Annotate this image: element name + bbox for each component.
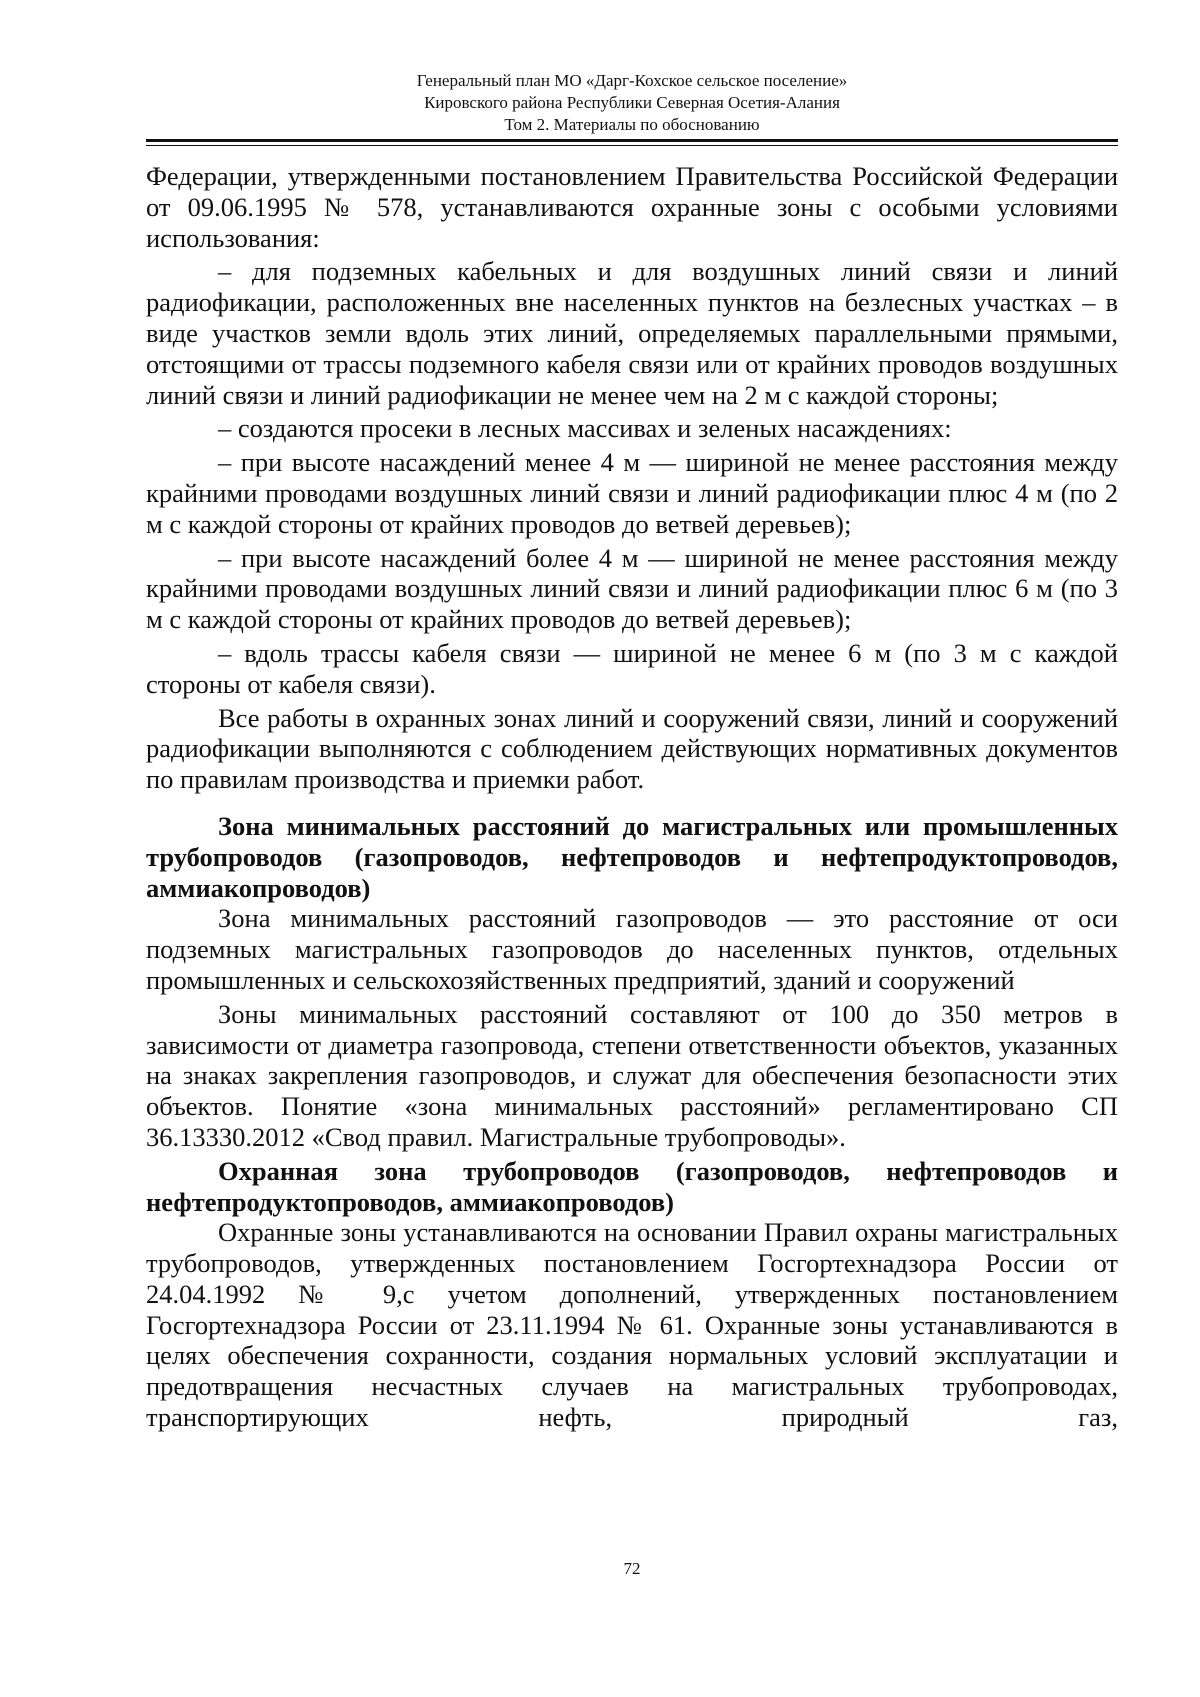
- paragraph-5: – при высоте насаждений более 4 м — шириной не менее расстояния между крайними проводами воздушных линий связи и линий радиофикации плюс 6 м (по 3 м с каждой стороны от крайних проводов до ветвей деревьев);: [146, 542, 1118, 635]
- page-number: 72: [623, 1559, 641, 1578]
- paragraph-3: – создаются просеки в лесных массивах и зеленых насаждениях:: [218, 413, 952, 444]
- header-line-3: Том 2. Материалы по обоснованию: [504, 115, 760, 134]
- paragraph-1: Федерации, утвержденными постановлением Правительства Российской Федерации от 09.06.1995 № 578, устанавливаются охранные зоны с особыми условиями использования:: [146, 161, 1118, 253]
- paragraph-7: Все работы в охранных зонах линий и сооружений связи, линий и сооружений радиофикации выполняются с соблюдением действующих нормативных документов по правилам производства и приемки работ.: [146, 702, 1118, 795]
- header-rule-thick: [146, 139, 1118, 142]
- heading-min-distance-zone: Зона минимальных расстояний до магистральных или промышленных трубопроводов (газопроводов, нефтепроводов и нефтепродуктопроводов, аммиакопроводов): [146, 810, 1118, 903]
- paragraph-2: – для подземных кабельных и для воздушных линий связи и линий радиофикации, расположенных вне населенных пунктов на безлесных участках – в виде участков земли вдоль этих линий, определяемых параллельными прямыми, отстоящими от трассы подземного кабеля связи или от крайних проводов воздушных линий связи и линий радиофикации не менее чем на 2 м с каждой стороны;: [146, 256, 1118, 410]
- header-rule-thin: [146, 145, 1118, 146]
- header-line-2: Кировского района Республики Северная Осетия-Алания: [424, 93, 840, 112]
- paragraph-10: Охранные зоны устанавливаются на основании Правил охраны магистральных трубопроводов, утвержденных постановлением Госгортехнадзора России от 24.04.1992 № 9,с учетом дополнений, утвержденных постановлением Госгортехнадзора России от 23.11.1994 № 61. Охранные зоны устанавливаются в целях обеспечения сохранности, создания нормальных условий эксплуатации и предотвращения несчастных случаев на магистральных трубопроводах, транспортирующих нефть, природный газ,: [146, 1217, 1118, 1433]
- heading-pipeline-protection-zone: Охранная зона трубопроводов (газопроводов, нефтепроводов и нефтепродуктопроводов, аммиакопроводов): [146, 1155, 1118, 1217]
- page-body: [146, 161, 1118, 1436]
- paragraph-4: – при высоте насаждений менее 4 м — шириной не менее расстояния между крайними проводами воздушных линий связи и линий радиофикации плюс 4 м (по 2 м с каждой стороны от крайних проводов до ветвей деревьев);: [146, 447, 1118, 539]
- paragraph-6: – вдоль трассы кабеля связи — шириной не менее 6 м (по 3 м с каждой стороны от кабеля связи).: [146, 637, 1118, 699]
- page-header: [146, 70, 1118, 136]
- paragraph-8: Зона минимальных расстояний газопроводов — это расстояние от оси подземных магистральных газопроводов до населенных пунктов, отдельных промышленных и сельскохозяйственных предприятий, зданий и сооружений: [146, 903, 1118, 995]
- paragraph-9: Зоны минимальных расстояний составляют от 100 до 350 метров в зависимости от диаметра газопровода, степени ответственности объектов, указанных на знаках закрепления газопроводов, и служат для обеспечения безопасности этих объектов. Понятие «зона минимальных расстояний» регламентировано СП 36.13330.2012 «Свод правил. Магистральные трубопроводы».: [146, 998, 1118, 1152]
- header-line-1: Генеральный план МО «Дарг-Кохское сельское поселение»: [416, 71, 848, 90]
